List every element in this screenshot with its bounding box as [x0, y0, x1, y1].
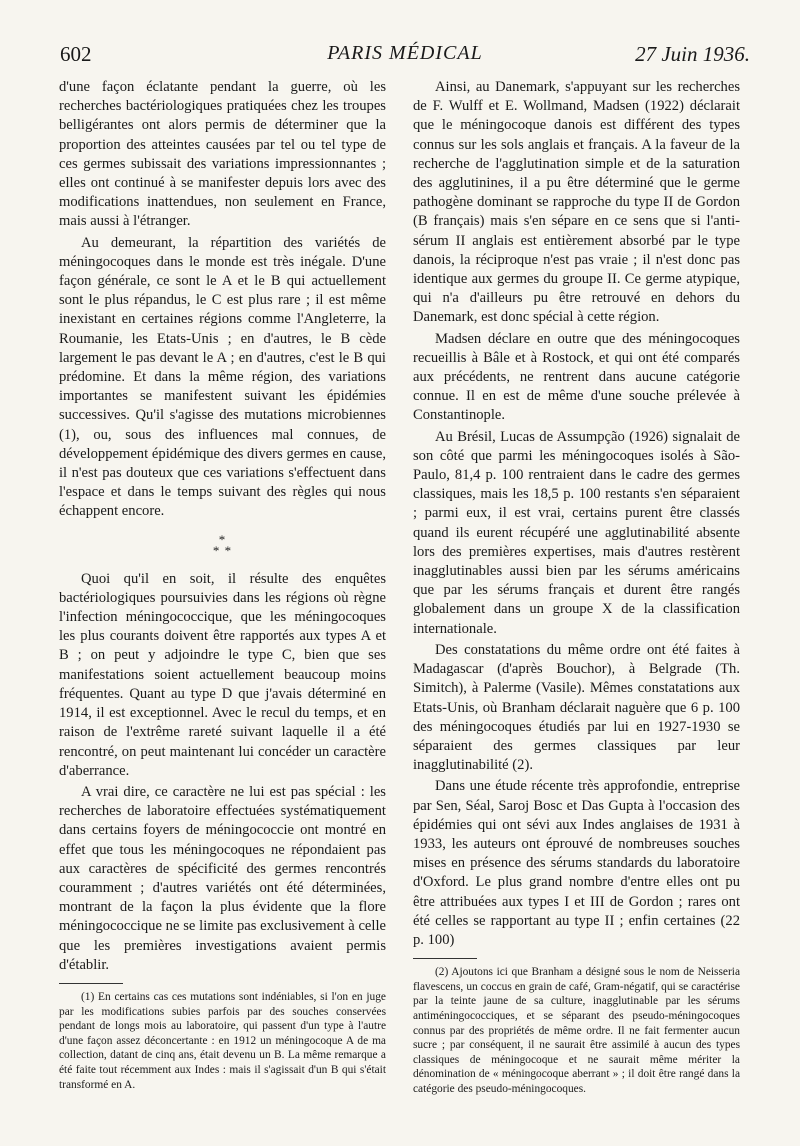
paragraph: A vrai dire, ce caractère ne lui est pas spécial : les recherches de laboratoire effectuées systématiquement dans certains foyers de méningococcie ont montré en effet que tous les méningocoques ne répondaient pas aux caractères de spécificité des germes rencontrés couramment ; d'autres variétés ont été déterminées, montrant de la façon la plus évidente que la flore méningococcique ne se limite pas exclusivement à celle que les premières investigations avaient permis d'établir. — [59, 783, 386, 973]
footnote-2: (2) Ajoutons ici que Branham a désigné sous le nom de Neisseria flavescens, un coccus en grain de café, Gram-négatif, qui se caractérise par la teinte jaune de sa culture, inagglutinable par les sérums antiméningococciques, et se séparant des pseudo-méningocoques connus par des propriétés de même ordre. Il ne fait fermenter aucun sucre ; par conséquent, il ne saurait être assimilé à aucun des types classiques de méningocoque et ne saurait même mériter la dénomination de « méningocoque aberrant » ; il doit être rangé dans la catégorie des pseudo-méningocoques. — [413, 966, 740, 1095]
journal-title: PARIS MÉDICAL — [327, 42, 483, 64]
paragraph: Au demeurant, la répartition des variétés de méningocoques dans le monde est très inégale. D'une façon générale, ce sont le A et le B qui actuellement sont le plus répandus, le C est plus rare ; il est même inexistant en certaines régions comme l'Angleterre, la Roumanie, les Etats-Unis ; en d'autres, le B cède largement le pas devant le A ; en d'autres, c'est le B qui prédomine. Et dans la même région, des variations importantes se manifestent suivant les épidémies successives. Qu'il s'agisse des mutations microbiennes (1), ou, sous des influences mal connues, de développement épidémique des divers germes en cause, il n'est pas douteux que ces variations s'effectuent dans l'espace et dans le temps suivant des règles qui nous échappent encore. — [59, 234, 386, 520]
right-column — [413, 78, 740, 1096]
section-separator — [59, 531, 386, 558]
footnote-rule — [59, 983, 123, 984]
paragraph: Quoi qu'il en soit, il résulte des enquêtes bactériologiques poursuivies dans les régions où règne l'infection méningococcique, que les méningocoques les plus courants doivent être rapportés aux types A et B ; on peut y adjoindre le type C, bien que ses manifestations soient actuellement beaucoup moins fréquentes. Quant au type D que j'avais déterminé en 1914, il est exceptionnel. Avec le recul du temps, et en raison de l'extrême rareté suivant laquelle il a été rencontré, on peut maintenant lui concéder un caractère d'aberrance. — [59, 570, 386, 779]
left-column — [59, 78, 386, 1092]
issue-date: 27 Juin 1936. — [635, 42, 750, 66]
paragraph: d'une façon éclatante pendant la guerre, où les recherches bactériologiques pratiquées chez les troupes belligérantes ont alors permis de déterminer que la proportion des atteintes causées par tel ou tel type de ces germes subissait des variations impressionnantes ; elles ont continué à se manifester depuis lors avec des modifications inattendues, non seulement en France, mais aussi à l'étranger. — [59, 79, 386, 230]
running-header — [60, 42, 750, 72]
page-number: 602 — [60, 42, 92, 66]
footnote-1: (1) En certains cas ces mutations sont indéniables, si l'on en juge par les modifications subies parfois par des souches conservées pendant de longs mois au laboratoire, qui passent d'un type à l'autre d'une façon assez déconcertante : en 1912 un méningocoque A de ma collection, datant de cinq ans, était devenu un B. La même remarque a été faite tout récemment aux Indes : mais il s'agissait d'un B qui s'était transformé en A. — [59, 990, 386, 1091]
paragraph: Des constatations du même ordre ont été faites à Madagascar (d'après Bouchor), à Belgrade (Th. Simitch), à Palerme (Vasile). Mêmes constatations aux Etats-Unis, où Branham déclarait naguère que 6 p. 100 des méningocoques étudiés par lui en 1927-1930 se séparaient des germes classiques par leur inagglutinabilité (2). — [413, 641, 740, 774]
paragraph: Ainsi, au Danemark, s'appuyant sur les recherches de F. Wulff et E. Wollmand, Madsen (1922) déclarait que le méningocoque danois est différent des types connus sur les sols anglais et français. A la faveur de la recherche de l'agglutination simple et de la saturation des agglutinines, il a pu être déterminé que le germe pathogène dominant se rapproche du type II de Gordon (B français) mais s'en sépare en ce sens que si l'anti-sérum II anglais est entièrement absorbé par le type danois, la réciproque n'est pas vraie ; il n'est donc pas identique aux germes du groupe II. Ce germe atypique, qui n'a d'ailleurs pu être retrouvé en dehors du Danemark, est donc spécial à cette région. — [413, 79, 740, 326]
paragraph: Au Brésil, Lucas de Assumpção (1926) signalait de son côté que parmi les méningocoques isolés à São-Paulo, 81,4 p. 100 rentraient dans le cadre des germes classiques, mais les 18,5 p. 100 restants s'en séparaient ; parmi eux, il est vrai, certains purent être classés quand ils eurent récupéré une agglutinabilité absente lors des premières expertises, mais d'autres restèrent inagglutinables aussi bien par les sérums américains que par les sérums français et durent être rangés globalement dans un groupe X de la classification internationale. — [413, 428, 740, 637]
asterism-bottom: * * — [212, 542, 233, 558]
paragraph: Dans une étude récente très approfondie, entreprise par Sen, Séal, Saroj Bosc et Das Gupta à l'occasion des épidémies qui ont sévi aux Indes anglaises de 1931 à 1933, les auteurs ont éprouvé de nombreuses souches mises en présence des sérums standards du laboratoire d'Oxford. Le plus grand nombre d'entre elles ont pu être attribuées aux types I et III de Gordon ; rares ont été celles se rapportant au type II ; enfin certaines (22 p. 100) — [413, 778, 740, 948]
paragraph: Madsen déclare en outre que des méningocoques recueillis à Bâle et à Rostock, et qui ont été comparés aux précédents, ne rentrent dans aucune catégorie connue. Il en est de même d'une souche prélevée à Constantinople. — [413, 330, 740, 424]
asterism-top: * — [218, 531, 227, 547]
footnote-rule — [413, 958, 477, 959]
